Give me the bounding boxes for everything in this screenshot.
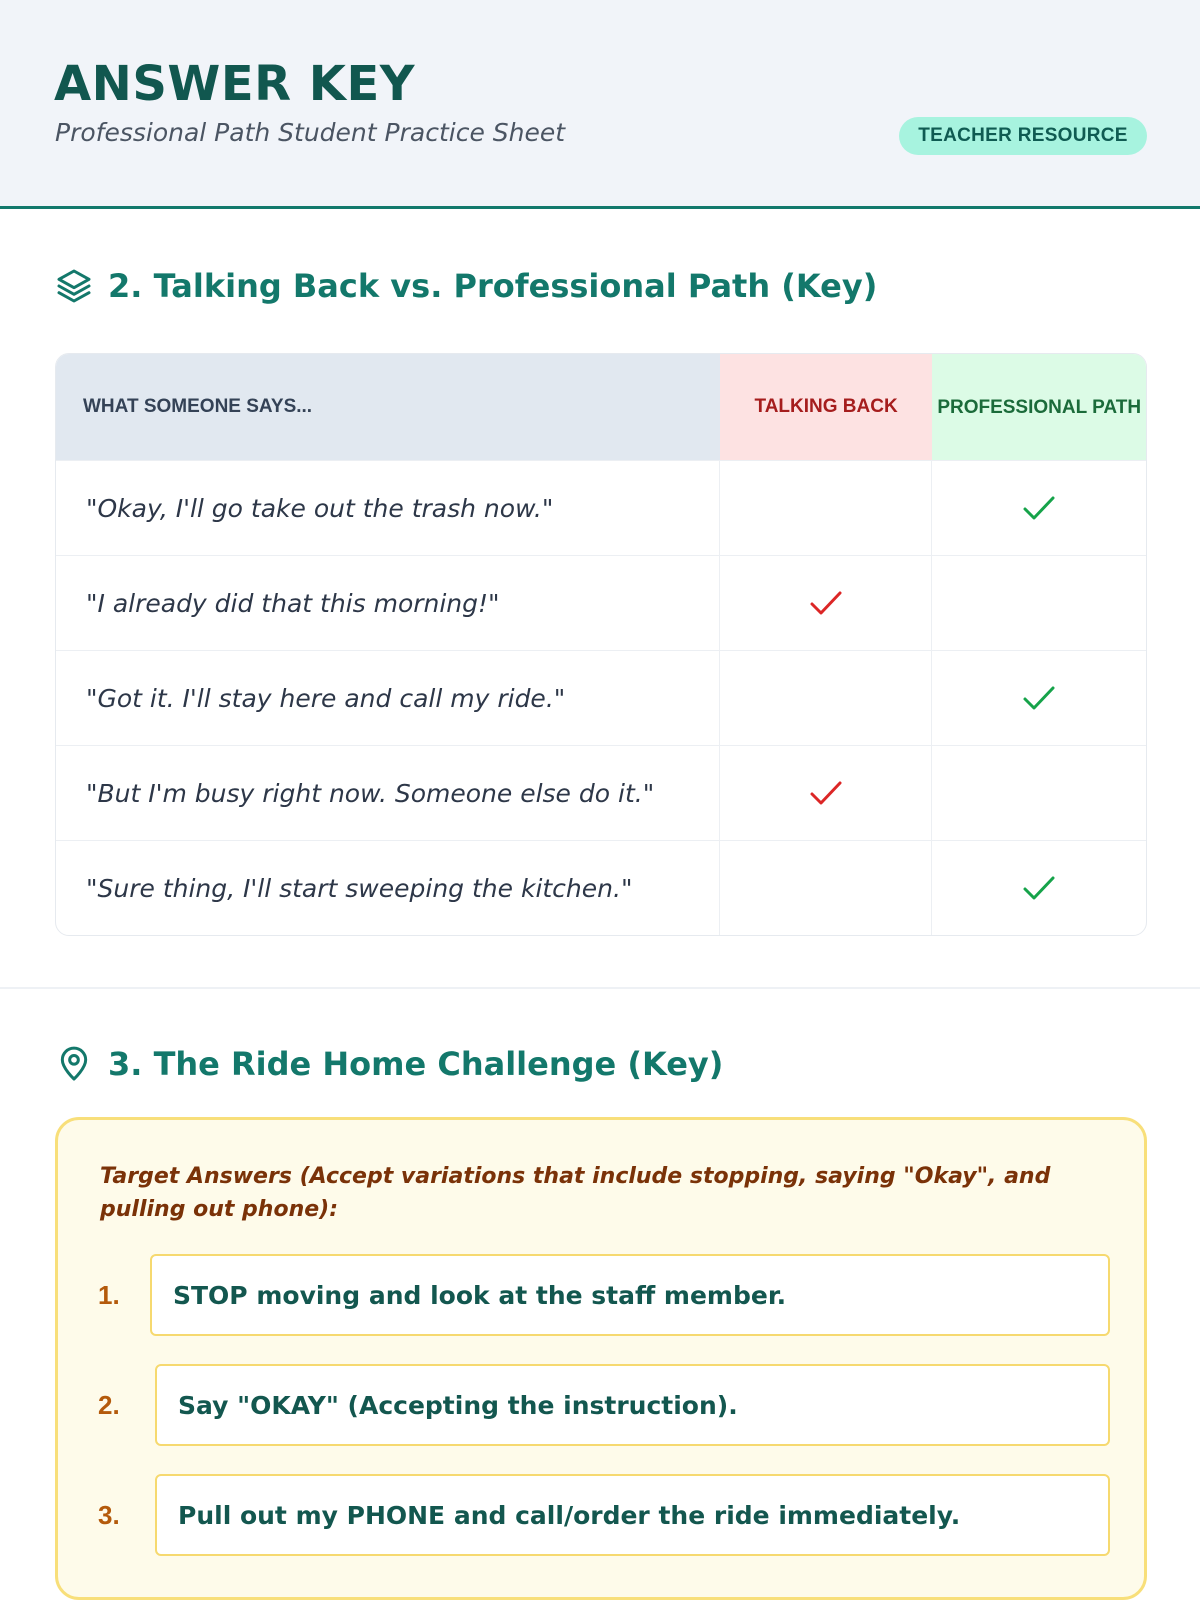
quote-cell: "I already did that this morning!" [56,556,720,650]
check-icon [1021,493,1057,523]
table-body [56,460,1146,935]
page-title: ANSWER KEY [54,56,416,112]
map-pin-icon [54,1044,94,1084]
answer-number: 1. [98,1279,120,1310]
talking-back-table [55,353,1147,936]
answer-item [98,1254,1110,1336]
talking-back-cell [720,556,933,650]
check-icon [808,778,844,808]
layers-icon [54,266,94,306]
table-row [56,555,1146,650]
answer-text: Say "OKAY" (Accepting the instruction). [155,1364,1110,1446]
section-2-heading [54,266,877,306]
column-header-talking-back: TALKING BACK [720,354,933,460]
professional-path-cell [932,841,1146,935]
answer-item [98,1474,1110,1556]
answer-text: Pull out my PHONE and call/order the ride immediately. [155,1474,1110,1556]
section-3-heading [54,1044,723,1084]
column-header-says: WHAT SOMEONE SAYS... [56,354,720,460]
check-icon [1021,873,1057,903]
professional-path-cell [932,746,1146,840]
table-row [56,460,1146,555]
answer-number: 3. [98,1499,120,1530]
talking-back-cell [720,746,933,840]
answer-text: STOP moving and look at the staff member. [150,1254,1110,1336]
answer-intro: Target Answers (Accept variations that include stopping, saying "Okay", and pulling out phone): [100,1164,1051,1222]
check-icon [808,588,844,618]
check-icon [1021,683,1057,713]
quote-cell: "Okay, I'll go take out the trash now." [56,461,720,555]
professional-path-cell [932,461,1146,555]
table-row [56,745,1146,840]
column-header-professional-path: PROFESSIONAL PATH [932,354,1146,460]
professional-path-cell [932,651,1146,745]
quote-cell: "Sure thing, I'll start sweeping the kitchen." [56,841,720,935]
ride-home-answer-box [55,1117,1147,1600]
table-row [56,650,1146,745]
section-3-title: 3. The Ride Home Challenge (Key) [108,1045,724,1083]
talking-back-cell [720,841,933,935]
table-header [56,354,1146,460]
section-2-title: 2. Talking Back vs. Professional Path (Key) [108,267,878,305]
section-divider [0,987,1200,989]
answer-item [98,1364,1110,1446]
quote-cell: "But I'm busy right now. Someone else do it." [56,746,720,840]
page-subtitle: Professional Path Student Practice Sheet [55,118,566,147]
talking-back-cell [720,461,933,555]
answer-number: 2. [98,1389,120,1420]
page-header [0,0,1200,209]
quote-cell: "Got it. I'll stay here and call my ride." [56,651,720,745]
table-row [56,840,1146,935]
professional-path-cell [932,556,1146,650]
talking-back-cell [720,651,933,745]
teacher-resource-badge: TEACHER RESOURCE [899,117,1147,155]
